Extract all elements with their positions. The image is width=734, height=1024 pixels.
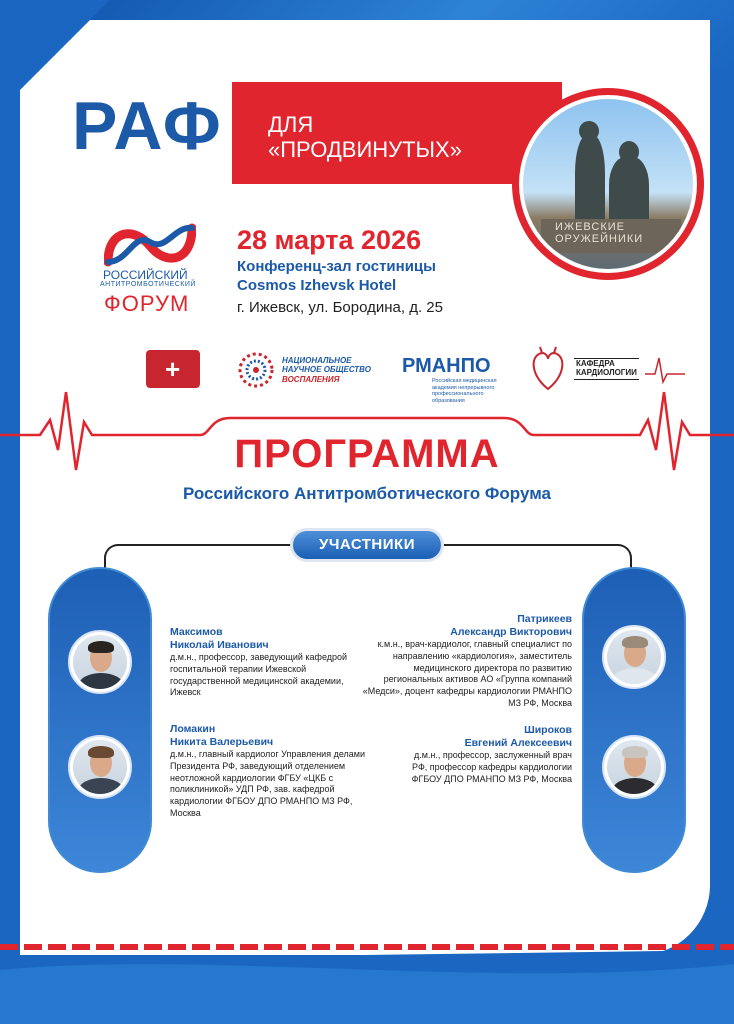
- avatar: [68, 735, 132, 799]
- society-line-3: ВОСПАЛЕНИЯ: [282, 374, 340, 384]
- right-speaker-column: [582, 567, 686, 873]
- event-address: г. Ижевск, ул. Бородина, д. 25: [237, 299, 443, 316]
- event-date: 28 марта 2026: [237, 225, 422, 255]
- speaker-bio: к.м.н., врач-кардиолог, главный специалист по направлению «кардиология», заместитель медицинского директора по развитию региональных активов АО «Группа компаний «Медси», доцент кафедры кардиологии РМАНПО МЗ РФ, Москва: [362, 639, 572, 708]
- avatar: [602, 625, 666, 689]
- speaker-bio: д.м.н., главный кардиолог Управления делами Президента РФ, заведующий отделением неотложной кардиологии ФГБУ «ЦКБ с поликлиникой» УДП РФ, зав. кафедрой кардиологии ФГБОУ ДПО РМАНПО МЗ РФ, Москва: [170, 749, 365, 818]
- speaker-card: [170, 626, 350, 699]
- speaker-card: [402, 724, 572, 785]
- speaker-given-name: Никита Валерьевич: [170, 736, 274, 749]
- program-title: ПРОГРАММА: [234, 432, 500, 476]
- speaker-bio: д.м.н., профессор, заслуженный врач РФ, профессор кафедры кардиологии ФГБОУ ДПО РМАНПО МЗ РФ, Москва: [411, 750, 572, 784]
- forum-logo-line-2: АНТИТРОМБОТИЧЕСКИЙ: [100, 281, 196, 288]
- rmanpo-logo: РМАНПО: [402, 355, 491, 377]
- avatar: [68, 630, 132, 694]
- speaker-card: [170, 723, 370, 819]
- forum-logo-line-3: ФОРУМ: [104, 291, 190, 316]
- participants-label: УЧАСТНИКИ: [290, 528, 444, 562]
- avatar: [602, 735, 666, 799]
- kafedra-line-2: КАРДИОЛОГИИ: [576, 368, 637, 377]
- speaker-surname: Патрикеев: [517, 613, 572, 625]
- ribbon-line-1: ДЛЯ: [268, 112, 314, 137]
- kafedra-line-1: КАФЕДРА: [576, 359, 615, 369]
- ribbon-line-2: «ПРОДВИНУТЫХ»: [268, 137, 462, 163]
- ribbon-title: [268, 112, 462, 163]
- speaker-surname: Широков: [524, 724, 572, 736]
- bottom-wave-decoration: [0, 940, 734, 1024]
- venue-line-2: Cosmos Izhevsk Hotel: [237, 277, 397, 294]
- raf-logo: РАФ: [72, 88, 223, 164]
- speaker-surname: Максимов: [170, 626, 223, 638]
- forum-logo-icon: [104, 222, 196, 268]
- partner-rmanpo: [402, 355, 491, 378]
- program-subtitle: Российского Антитромботического Форума: [182, 484, 552, 503]
- speaker-given-name: Александр Викторович: [450, 626, 572, 639]
- society-line-1: НАЦИОНАЛЬНОЕ: [282, 355, 352, 365]
- photo-inscription: ИЖЕВСКИЕ ОРУЖЕЙНИКИ: [555, 221, 644, 245]
- speaker-given-name: Евгений Алексеевич: [464, 737, 572, 750]
- speaker-bio: д.м.н., профессор, заведующий кафедрой госпитальной терапии Ижевской государственной медицинской академии, Ижевск: [170, 652, 348, 698]
- speaker-card: [362, 613, 572, 709]
- forum-logo-line-1: РОССИЙСКИЙ: [103, 268, 188, 282]
- rmanpo-subtitle: Российская медицинская академия непрерывного профессионального образования: [432, 378, 497, 404]
- speaker-given-name: Николай Иванович: [170, 639, 269, 652]
- left-speaker-column: [48, 567, 152, 873]
- monument-photo: [512, 88, 704, 280]
- speaker-surname: Ломакин: [170, 723, 216, 735]
- society-line-2: НАУЧНОЕ ОБЩЕСТВО: [282, 365, 371, 375]
- venue-line-1: Конференц-зал гостиницы: [237, 258, 436, 275]
